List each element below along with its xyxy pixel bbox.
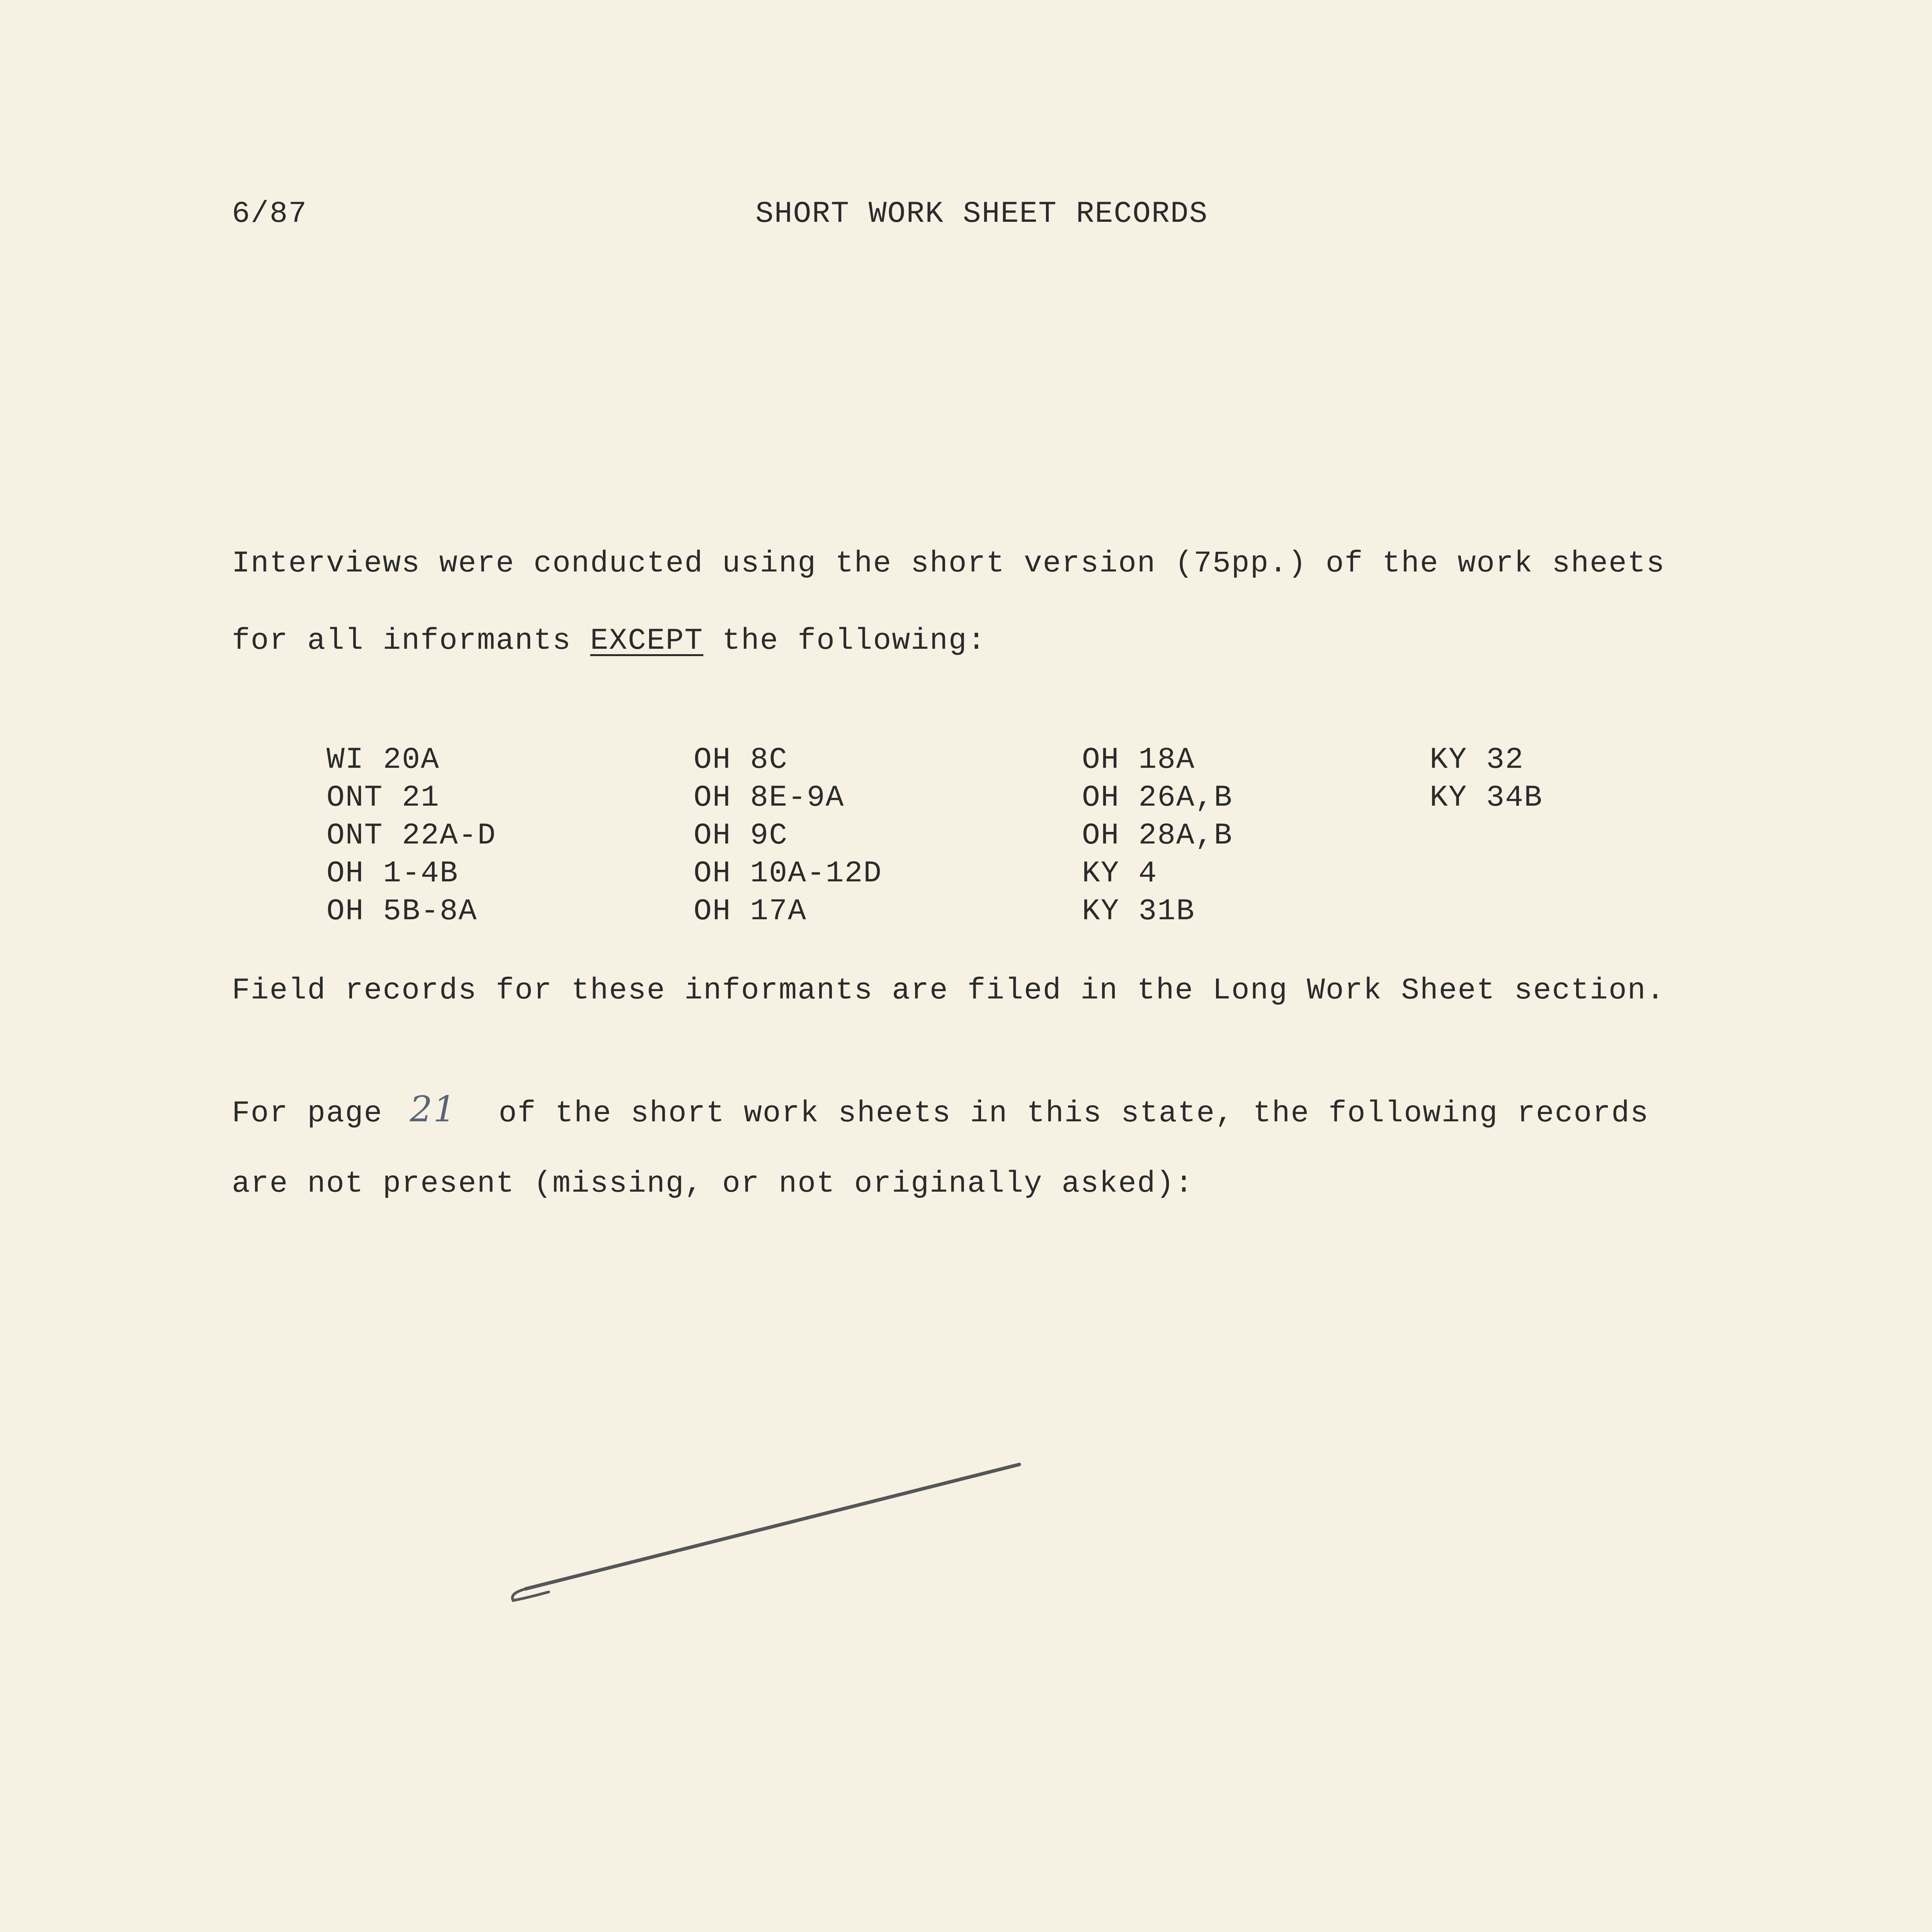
missing-records-prefix: For page bbox=[232, 1097, 383, 1131]
informant-code: ONT 22A-D bbox=[327, 819, 497, 853]
document-date: 6/87 bbox=[232, 197, 308, 231]
informant-code: KY 31B bbox=[1082, 895, 1195, 929]
informant-column-3 bbox=[1082, 741, 1233, 930]
informant-code: KY 34B bbox=[1430, 781, 1543, 815]
missing-records-line-2: are not present (missing, or not originally asked): bbox=[232, 1167, 1194, 1201]
informant-code: OH 5B-8A bbox=[327, 895, 478, 929]
informant-code: OH 8E-9A bbox=[694, 781, 845, 815]
pencil-stroke-mark bbox=[502, 1453, 1043, 1607]
informant-column-2 bbox=[694, 741, 882, 930]
informant-code: OH 8C bbox=[694, 743, 788, 777]
missing-records-line-1 bbox=[232, 1088, 1649, 1131]
informant-column-1 bbox=[327, 741, 496, 930]
informant-code: OH 18A bbox=[1082, 743, 1195, 777]
intro-line-2 bbox=[232, 626, 986, 656]
informant-code: OH 17A bbox=[694, 895, 807, 929]
document-title: SHORT WORK SHEET RECORDS bbox=[755, 197, 1208, 231]
intro-line-2-end: the following: bbox=[703, 624, 986, 658]
informant-code: WI 20A bbox=[327, 743, 440, 777]
informant-code: OH 1-4B bbox=[327, 857, 459, 891]
intro-line-1: Interviews were conducted using the short version (75pp.) of the work sheets bbox=[232, 547, 1665, 581]
informant-code: KY 32 bbox=[1430, 743, 1524, 777]
except-emphasis: EXCEPT bbox=[590, 624, 704, 658]
informant-code: OH 9C bbox=[694, 819, 788, 853]
informant-code: OH 10A-12D bbox=[694, 857, 883, 891]
informant-column-4 bbox=[1430, 741, 1543, 817]
filing-note: Field records for these informants are filed in the Long Work Sheet section. bbox=[232, 974, 1665, 1008]
informant-code: KY 4 bbox=[1082, 857, 1158, 891]
missing-records-suffix: of the short work sheets in this state, the following records bbox=[498, 1097, 1649, 1131]
informant-code: ONT 21 bbox=[327, 781, 440, 815]
intro-line-2-start: for all informants bbox=[232, 624, 590, 658]
handwritten-page-number: 21 bbox=[410, 1088, 457, 1130]
informant-code: OH 26A,B bbox=[1082, 781, 1233, 815]
informant-code: OH 28A,B bbox=[1082, 819, 1233, 853]
